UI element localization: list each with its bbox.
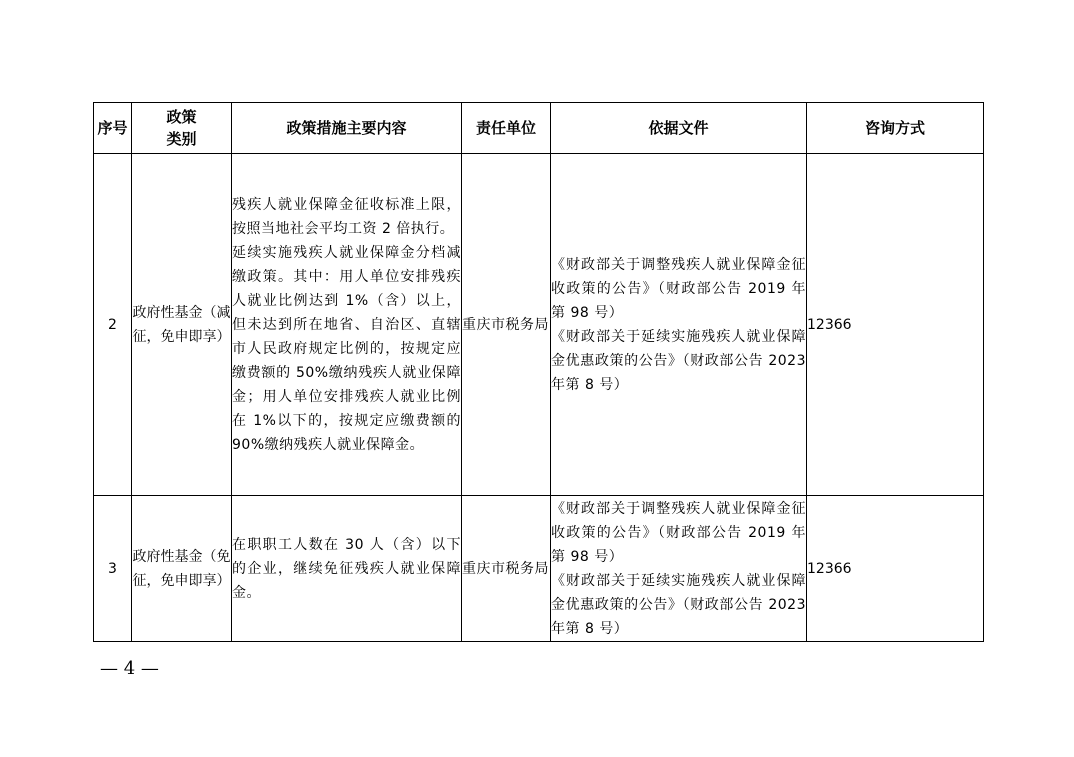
- header-content: 政策措施主要内容: [232, 103, 462, 154]
- header-basis: 依据文件: [551, 103, 807, 154]
- table-row: [94, 496, 984, 642]
- header-contact: 咨询方式: [807, 103, 984, 154]
- row-unit: 重庆市税务局: [462, 154, 551, 496]
- header-category: 政策 类别: [132, 103, 232, 154]
- policy-table: [93, 102, 984, 642]
- row-category: 政府性基金（减征，免申即享）: [132, 154, 232, 496]
- row-category: 政府性基金（免征，免申即享）: [132, 496, 232, 642]
- header-unit: 责任单位: [462, 103, 551, 154]
- row-seq: 3: [94, 496, 132, 642]
- header-seq: 序号: [94, 103, 132, 154]
- table-header-row: [94, 103, 984, 154]
- row-basis: 《财政部关于调整残疾人就业保障金征收政策的公告》（财政部公告 2019 年第 98 号） 《财政部关于延续实施残疾人就业保障金优惠政策的公告》（财政部公告 2023 年第 8 号）: [551, 496, 807, 642]
- row-content: 在职职工人数在 30 人（含）以下的企业，继续免征残疾人就业保障金。: [232, 496, 462, 642]
- row-contact: 12366: [807, 154, 984, 496]
- page-number: — 4 —: [100, 658, 159, 679]
- row-content: 残疾人就业保障金征收标准上限，按照当地社会平均工资 2 倍执行。 延续实施残疾人就业保障金分档减缴政策。其中：用人单位安排残疾人就业比例达到 1%（含）以上，但未达到所在地省、自治区、直辖市人民政府规定比例的，按规定应缴费额的 50%缴纳残疾人就业保障金；用人单位安排残疾人就业比例在 1%以下的，按规定应缴费额的 90%缴纳残疾人就业保障金。: [232, 154, 462, 496]
- row-unit: 重庆市税务局: [462, 496, 551, 642]
- row-seq: 2: [94, 154, 132, 496]
- row-contact: 12366: [807, 496, 984, 642]
- table-row: [94, 154, 984, 496]
- row-basis: 《财政部关于调整残疾人就业保障金征收政策的公告》（财政部公告 2019 年第 98 号） 《财政部关于延续实施残疾人就业保障金优惠政策的公告》（财政部公告 2023 年第 8 号）: [551, 154, 807, 496]
